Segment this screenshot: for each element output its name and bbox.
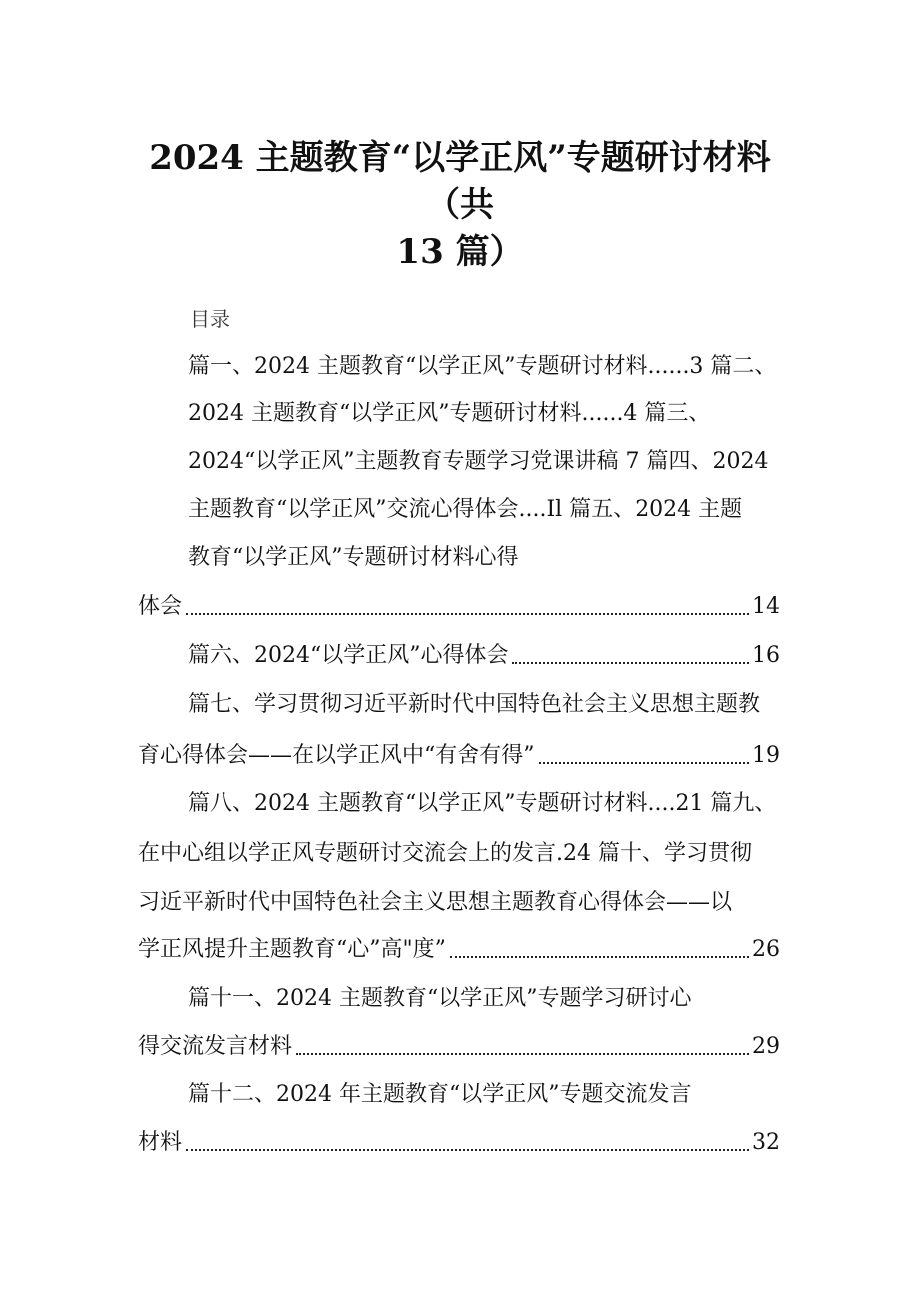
toc-page-number: 19 — [752, 743, 780, 768]
toc-line: 篇十一、2024 主题教育“以学正风”专题学习研讨心 — [188, 986, 692, 1011]
dot-leader — [512, 662, 749, 664]
dot-leader — [186, 1149, 749, 1151]
toc-line: 篇八、2024 主题教育“以学正风”专题研讨材料....21 篇九、 — [188, 791, 777, 816]
toc-line: 2024“以学正风”主题教育专题学习党课讲稿 7 篇四、2024 — [188, 449, 769, 474]
toc-page-number: 26 — [752, 937, 780, 962]
toc-page-number: 29 — [752, 1034, 780, 1059]
dot-leader — [296, 1053, 749, 1055]
document-title-line-3: 13 篇） — [396, 232, 524, 272]
dot-leader — [186, 613, 749, 615]
toc-entry-text: 育心得体会——在以学正风中“有舍有得” — [138, 743, 535, 768]
toc-entry-text: 篇六、2024“以学正风”心得体会 — [188, 643, 509, 668]
toc-page-number: 16 — [752, 643, 780, 668]
toc-page-number: 14 — [752, 594, 780, 619]
toc-line: 篇一、2024 主题教育“以学正风”专题研讨材料......3 篇二、 — [188, 354, 777, 379]
toc-line: 主题教育“以学正风”交流心得体会....Il 篇五、2024 主题 — [188, 497, 743, 522]
toc-entry-12-tail[interactable] — [138, 1128, 780, 1158]
toc-line: 教育“以学正风”专题研讨材料心得 — [188, 545, 519, 570]
toc-entry-11-tail[interactable] — [138, 1032, 780, 1062]
toc-entry-5-tail[interactable] — [138, 592, 780, 622]
dot-leader — [450, 956, 749, 958]
toc-line: 2024 主题教育“以学正风”专题研讨材料......4 篇三、 — [188, 401, 711, 426]
toc-page-number: 32 — [752, 1130, 780, 1155]
document-title-line-2: （共 — [426, 185, 494, 225]
toc-line: 篇七、学习贯彻习近平新时代中国特色社会主义思想主题教 — [188, 692, 761, 717]
toc-entry-text: 体会 — [138, 594, 183, 619]
dot-leader — [539, 762, 750, 764]
toc-entry-text: 材料 — [138, 1130, 183, 1155]
document-title-line-1: 2024 主题教育“以学正风”专题研讨材料 — [149, 138, 771, 178]
toc-entry-10-tail[interactable] — [138, 935, 780, 965]
toc-entry-6[interactable] — [188, 641, 780, 671]
toc-entry-7-tail[interactable] — [138, 741, 780, 771]
toc-line: 在中心组以学正风专题研讨交流会上的发言.24 篇十、学习贯彻 — [138, 841, 752, 866]
toc-entry-text: 得交流发言材料 — [138, 1034, 293, 1059]
toc-entry-text: 学正风提升主题教育“心”高"度” — [138, 937, 446, 962]
toc-line: 篇十二、2024 年主题教育“以学正风”专题交流发言 — [188, 1082, 692, 1107]
toc-label: 目录 — [190, 307, 230, 331]
toc-line: 习近平新时代中国特色社会主义思想主题教育心得体会——以 — [138, 890, 733, 915]
